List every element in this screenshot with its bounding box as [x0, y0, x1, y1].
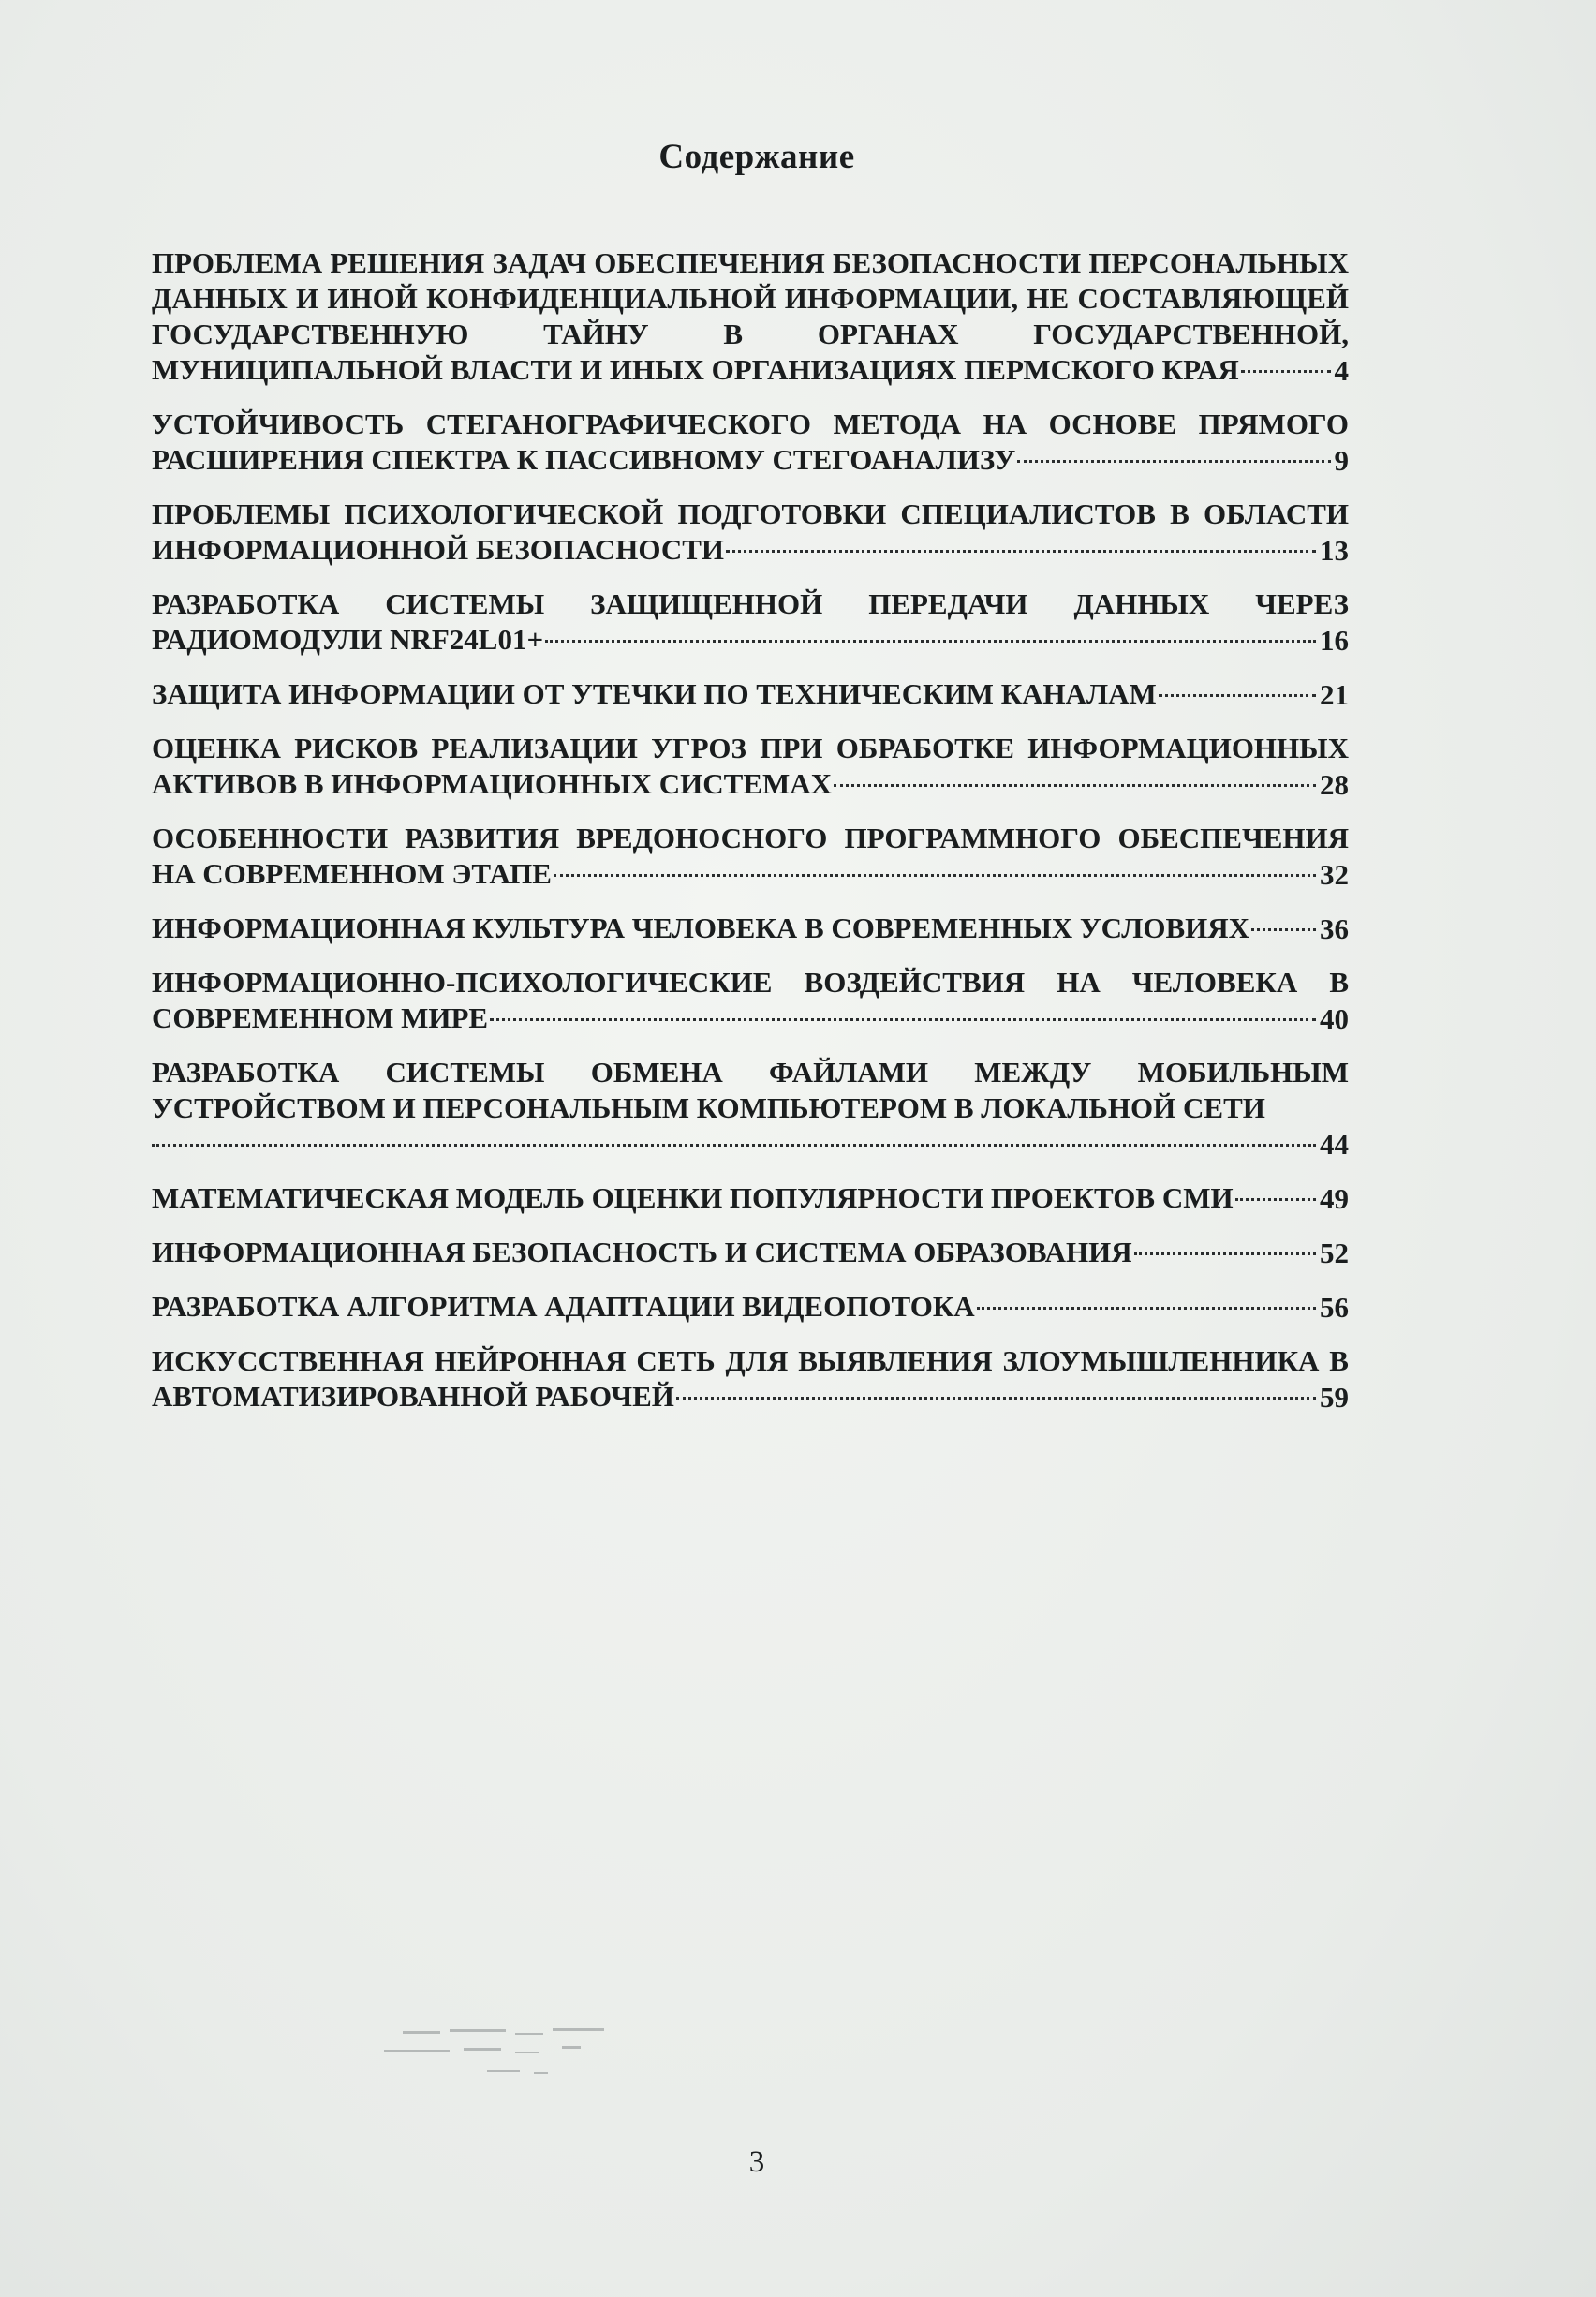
toc-entry-title: ОСОБЕННОСТИ РАЗВИТИЯ ВРЕДОНОСНОГО ПРОГРАММНОГО ОБЕСПЕЧЕНИЯ НА СОВРЕМЕННОМ ЭТАПЕ: [152, 822, 1349, 890]
toc-entry-page: 36: [1320, 912, 1349, 945]
toc-entry-page: 28: [1320, 768, 1349, 801]
toc-entry[interactable]: [152, 1343, 1349, 1415]
dot-leader: [1017, 460, 1330, 463]
toc-entry[interactable]: [152, 1289, 1349, 1325]
toc-entry-page: 49: [1320, 1182, 1349, 1215]
page-number: 3: [748, 2145, 765, 2179]
toc-entry[interactable]: [152, 676, 1349, 712]
table-of-contents: [152, 245, 1349, 1433]
toc-entry[interactable]: [152, 731, 1349, 802]
toc-entry-title: ПРОБЛЕМА РЕШЕНИЯ ЗАДАЧ ОБЕСПЕЧЕНИЯ БЕЗОПАСНОСТИ ПЕРСОНАЛЬНЫХ ДАННЫХ И ИНОЙ КОНФИДЕНЦИАЛЬНОЙ ИНФОРМАЦИИ, НЕ СОСТАВЛЯЮЩЕЙ ГОСУДАРСТВЕННУЮ ТАЙНУ В ОРГАНАХ ГОСУДАРСТВЕННОЙ, МУНИЦИПАЛЬНОЙ ВЛАСТИ И ИНЫХ ОРГАНИЗАЦИЯХ ПЕРМСКОГО КРАЯ: [152, 246, 1349, 386]
toc-entry-title: ЗАЩИТА ИНФОРМАЦИИ ОТ УТЕЧКИ ПО ТЕХНИЧЕСКИМ КАНАЛАМ: [152, 677, 1157, 710]
toc-entry[interactable]: [152, 586, 1349, 658]
toc-entry-title: ИСКУССТВЕННАЯ НЕЙРОННАЯ СЕТЬ ДЛЯ ВЫЯВЛЕНИЯ ЗЛОУМЫШЛЕННИКА В АВТОМАТИЗИРОВАННОЙ РАБОЧЕЙ: [152, 1344, 1349, 1413]
dot-leader: [1134, 1252, 1316, 1255]
dot-leader: [1159, 694, 1316, 697]
dot-leader: [490, 1018, 1316, 1021]
toc-entry[interactable]: [152, 245, 1349, 388]
toc-entry-title: РАЗРАБОТКА СИСТЕМЫ ОБМЕНА ФАЙЛАМИ МЕЖДУ МОБИЛЬНЫМ УСТРОЙСТВОМ И ПЕРСОНАЛЬНЫМ КОМПЬЮТЕРОМ В ЛОКАЛЬНОЙ СЕТИ: [152, 1056, 1349, 1124]
toc-entry-title: ПРОБЛЕМЫ ПСИХОЛОГИЧЕСКОЙ ПОДГОТОВКИ СПЕЦИАЛИСТОВ В ОБЛАСТИ ИНФОРМАЦИОННОЙ БЕЗОПАСНОСТИ: [152, 497, 1349, 566]
dot-leader: [1251, 928, 1316, 931]
toc-entry-title: ОЦЕНКА РИСКОВ РЕАЛИЗАЦИИ УГРОЗ ПРИ ОБРАБОТКЕ ИНФОРМАЦИОННЫХ АКТИВОВ В ИНФОРМАЦИОННЫХ СИСТЕМАХ: [152, 732, 1349, 800]
dot-leader: [834, 784, 1316, 787]
toc-entry-page: 52: [1320, 1237, 1349, 1269]
dot-leader: [545, 640, 1316, 643]
toc-entry[interactable]: [152, 407, 1349, 478]
toc-entry-page: 16: [1320, 624, 1349, 657]
dot-leader: [1235, 1198, 1316, 1201]
dot-leader: [977, 1307, 1316, 1310]
toc-entry-title: ИНФОРМАЦИОННАЯ БЕЗОПАСНОСТЬ И СИСТЕМА ОБРАЗОВАНИЯ: [152, 1236, 1132, 1268]
toc-entry-page: 40: [1320, 1002, 1349, 1035]
toc-entry-page: 4: [1334, 354, 1349, 387]
toc-entry-page: 44: [1320, 1128, 1349, 1161]
dot-leader: [1241, 370, 1331, 373]
dot-leader: [554, 874, 1316, 877]
toc-entry[interactable]: [152, 965, 1349, 1036]
toc-entry-page: 59: [1320, 1381, 1349, 1414]
toc-entry-title: РАЗРАБОТКА АЛГОРИТМА АДАПТАЦИИ ВИДЕОПОТОКА: [152, 1290, 975, 1323]
toc-entry-page: 21: [1320, 678, 1349, 711]
dot-leader: [152, 1144, 1316, 1147]
dot-leader: [676, 1397, 1316, 1400]
toc-entry-page: 13: [1320, 534, 1349, 567]
toc-entry[interactable]: [152, 496, 1349, 568]
toc-entry[interactable]: [152, 911, 1349, 946]
toc-entry-title: РАЗРАБОТКА СИСТЕМЫ ЗАЩИЩЕННОЙ ПЕРЕДАЧИ ДАННЫХ ЧЕРЕЗ РАДИОМОДУЛИ NRF24L01+: [152, 587, 1349, 656]
toc-entry-page: 56: [1320, 1291, 1349, 1324]
dot-leader: [726, 550, 1316, 553]
faded-stamp-mark: [375, 2023, 693, 2089]
toc-entry-title: ИНФОРМАЦИОННАЯ КУЛЬТУРА ЧЕЛОВЕКА В СОВРЕМЕННЫХ УСЛОВИЯХ: [152, 911, 1250, 944]
toc-entry[interactable]: [152, 821, 1349, 892]
toc-heading: Содержание: [658, 138, 855, 176]
toc-entry-title: УСТОЙЧИВОСТЬ СТЕГАНОГРАФИЧЕСКОГО МЕТОДА НА ОСНОВЕ ПРЯМОГО РАСШИРЕНИЯ СПЕКТРА К ПАССИВНОМУ СТЕГОАНАЛИЗУ: [152, 408, 1349, 476]
toc-entry[interactable]: [152, 1055, 1349, 1162]
toc-entry-title: МАТЕМАТИЧЕСКАЯ МОДЕЛЬ ОЦЕНКИ ПОПУЛЯРНОСТИ ПРОЕКТОВ СМИ: [152, 1181, 1234, 1214]
toc-entry[interactable]: [152, 1235, 1349, 1270]
toc-entry-page: 32: [1320, 858, 1349, 891]
toc-entry-page: 9: [1334, 444, 1349, 477]
toc-entry[interactable]: [152, 1180, 1349, 1216]
toc-entry-title: ИНФОРМАЦИОННО-ПСИХОЛОГИЧЕСКИЕ ВОЗДЕЙСТВИЯ НА ЧЕЛОВЕКА В СОВРЕМЕННОМ МИРЕ: [152, 966, 1349, 1034]
